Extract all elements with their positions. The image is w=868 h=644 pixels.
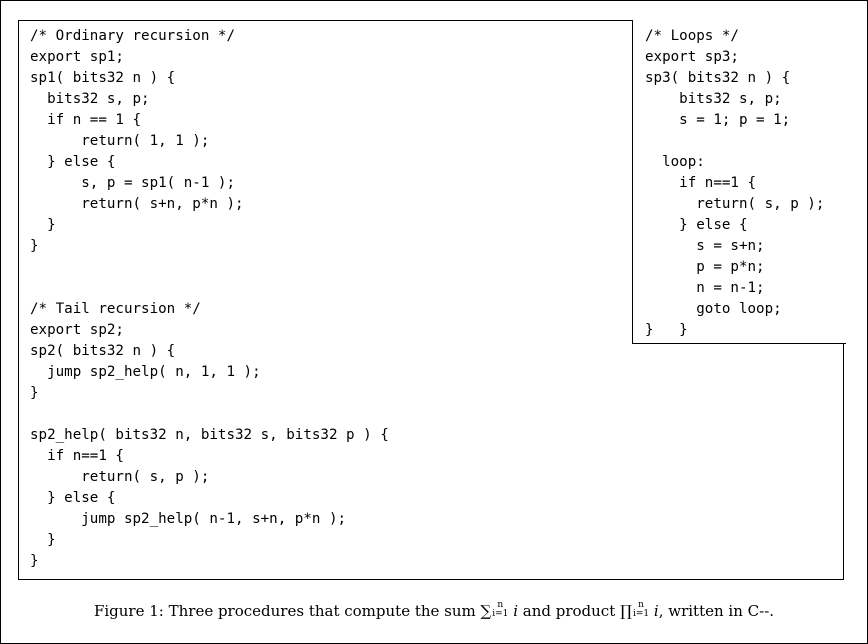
code-line: export sp2; xyxy=(30,322,124,338)
code-line: return( s, p ); xyxy=(645,196,825,212)
code-line: } xyxy=(30,532,56,548)
figure-caption xyxy=(0,602,868,621)
code-line: sp2_help( bits32 n, bits32 s, bits32 p ) { xyxy=(30,427,389,443)
code-line: } xyxy=(30,385,39,401)
code-line: /* Loops */ xyxy=(645,28,739,44)
code-line: goto loop; xyxy=(645,301,782,317)
code-line: sp1( bits32 n ) { xyxy=(30,70,176,86)
sum-upper-limit: n xyxy=(497,600,504,610)
code-line: } xyxy=(30,217,56,233)
code-line: /* Ordinary recursion */ xyxy=(30,28,235,44)
code-line: return( s, p ); xyxy=(30,469,210,485)
loops-code-listing xyxy=(645,26,824,341)
code-line: } xyxy=(30,553,39,569)
code-line: export sp3; xyxy=(645,49,739,65)
code-line: } xyxy=(30,238,39,254)
product-lower-limit: i=1 xyxy=(632,609,650,619)
caption-suffix: , written in C--. xyxy=(658,602,775,620)
code-line xyxy=(30,404,389,425)
code-line: s = s+n; xyxy=(645,238,765,254)
code-line: p = p*n; xyxy=(645,259,765,275)
sum-symbol: ∑ xyxy=(480,602,492,620)
product-variable: i xyxy=(653,602,659,620)
code-line: bits32 s, p; xyxy=(645,91,782,107)
caption-prefix: Figure 1: Three procedures that compute the sum xyxy=(93,602,481,620)
caption-middle: and product xyxy=(518,602,621,620)
code-line: } else { xyxy=(645,217,748,233)
code-line xyxy=(30,278,389,299)
code-line xyxy=(30,257,389,278)
code-line: if n==1 { xyxy=(645,175,757,191)
code-line: return( 1, 1 ); xyxy=(30,133,210,149)
sum-variable: i xyxy=(513,602,518,620)
product-upper-limit: n xyxy=(638,600,644,610)
product-symbol: ∏ xyxy=(620,602,632,620)
code-line: bits32 s, p; xyxy=(30,91,150,107)
code-line: if n == 1 { xyxy=(30,112,142,128)
code-line: loop: xyxy=(645,154,705,170)
code-line: s = 1; p = 1; xyxy=(645,112,791,128)
code-line: return( s+n, p*n ); xyxy=(30,196,244,212)
code-line: jump sp2_help( n-1, s+n, p*n ); xyxy=(30,511,347,527)
sum-lower-limit: i=1 xyxy=(492,609,509,619)
code-line: sp3( bits32 n ) { xyxy=(645,70,791,86)
code-line: s, p = sp1( n-1 ); xyxy=(30,175,235,191)
product-expression xyxy=(620,602,659,620)
code-line: } else { xyxy=(30,154,116,170)
code-line xyxy=(645,131,824,152)
code-line: sp2( bits32 n ) { xyxy=(30,343,176,359)
sum-expression xyxy=(481,602,518,620)
code-line: } } xyxy=(645,322,688,338)
code-line: n = n-1; xyxy=(645,280,765,296)
code-line: } else { xyxy=(30,490,116,506)
recursion-code-listing xyxy=(30,26,389,572)
code-line: /* Tail recursion */ xyxy=(30,301,201,317)
code-line: export sp1; xyxy=(30,49,124,65)
code-line: jump sp2_help( n, 1, 1 ); xyxy=(30,364,261,380)
code-line: if n==1 { xyxy=(30,448,124,464)
